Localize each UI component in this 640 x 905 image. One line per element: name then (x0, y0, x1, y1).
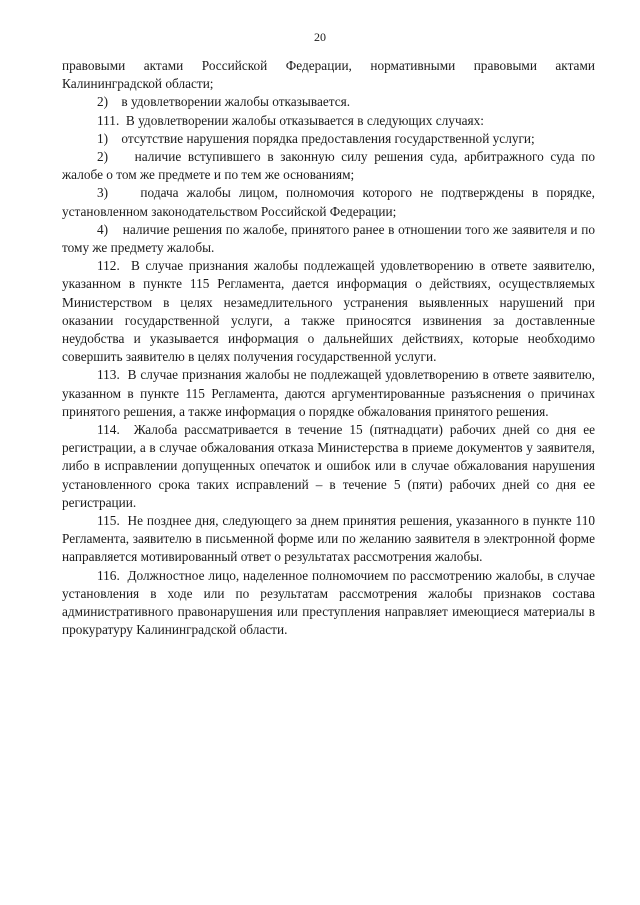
paragraph-116: 116. Должностное лицо, наделенное полномочием по рассмотрению жалобы, в случае установления в ходе или по результатам рассмотрения жалобы признаков состава административного правонарушения или преступления направляет имеющиеся материалы в прокуратуру Калининградской области. (62, 567, 595, 638)
paragraph-111-item-2: 2) наличие вступившего в законную силу решения суда, арбитражного суда по жалобе о том же предмете и по тем же основаниям; (62, 149, 595, 183)
paragraph-111-item-1: 1) отсутствие нарушения порядка предоставления государственной услуги; (97, 130, 535, 146)
paragraph-111-item-4: 4) наличие решения по жалобе, принятого ранее в отношении того же заявителя и по тому же предмету жалобы. (62, 221, 595, 256)
page-number: 20 (314, 30, 326, 44)
paragraph-114: 114. Жалоба рассматривается в течение 15 (пятнадцати) рабочих дней со дня ее регистрации, а в случае обжалования отказа Министерства в приеме документов у заявителя, либо в исправлении допущенных опечаток и ошибок или в случае обжалования нарушения установленного срока таких исправлений – в течение 5 (пяти) рабочих дней со дня ее регистрации. (62, 422, 595, 510)
document-body (62, 57, 595, 640)
paragraph-111: 111. В удовлетворении жалобы отказывается в следующих случаях: (97, 112, 484, 128)
paragraph-continuation: правовыми актами Российской Федерации, нормативными правовыми актами Калининградской области; (62, 58, 595, 92)
paragraph-item-2: 2) в удовлетворении жалобы отказывается. (97, 94, 351, 110)
paragraph-111-item-3: 3) подача жалобы лицом, полномочия которого не подтверждены в порядке, установленном законодательством Российской Федерации; (62, 185, 595, 219)
paragraph-115: 115. Не позднее дня, следующего за днем принятия решения, указанного в пункте 110 Регламента, заявителю в письменной форме или по желанию заявителя в электронной форме направляется мотивированный ответ о результатах рассмотрения жалобы. (62, 513, 595, 565)
paragraph-113: 113. В случае признания жалобы не подлежащей удовлетворению в ответе заявителю, указанном в пункте 115 Регламента, даются аргументированные разъяснения о причинах принятого решения, а также информация о порядке обжалования принятого решения. (62, 367, 595, 419)
paragraph-112: 112. В случае признания жалобы подлежащей удовлетворению в ответе заявителю, указанном в пункте 115 Регламента, дается информация о действиях, осуществляемых Министерством в целях незамедлительного устранения выявленных нарушений при оказании государственной услуги, а также приносятся извинения за доставленные неудобства и указывается информация о дальнейших действиях, которые необходимо совершить заявителю в целях получения государственной услуги. (62, 258, 595, 365)
